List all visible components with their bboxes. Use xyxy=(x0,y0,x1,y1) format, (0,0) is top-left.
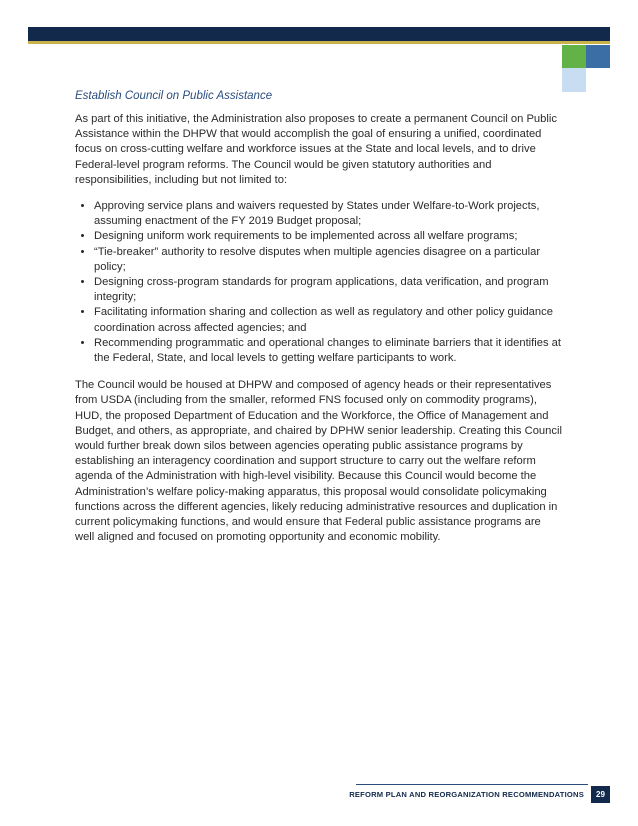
header-gold-rule xyxy=(28,41,610,44)
responsibilities-list xyxy=(75,199,563,366)
section-heading: Establish Council on Public Assistance xyxy=(75,90,273,102)
footer-rule xyxy=(356,784,588,785)
page-content xyxy=(75,88,563,545)
list-item: • Facilitating information sharing and collection as well as regulatory and other policy guidance coordination across affected agencies; and xyxy=(94,305,563,335)
decor-square-light-blue xyxy=(562,68,586,92)
page-number: 29 xyxy=(591,786,610,803)
footer-title: REFORM PLAN AND REORGANIZATION RECOMMENDATIONS xyxy=(349,790,584,799)
intro-paragraph: As part of this initiative, the Administration also proposes to create a permanent Council on Public Assistance within the DHPW that would accomplish the goal of ensuring a unified, coordinated focus on cross-cutting welfare and workforce issues at the State and local levels, and to drive Federal-level program reforms. The Council would be given statutory authorities and responsibilities, including but not limited to: xyxy=(75,113,557,186)
decor-square-blue xyxy=(586,45,610,68)
list-item: • Recommending programmatic and operational changes to eliminate barriers that it identifies at the Federal, State, and local levels to getting welfare participants to work. xyxy=(94,336,563,366)
list-item: • Designing cross-program standards for program applications, data verification, and program integrity; xyxy=(94,275,563,305)
header-band xyxy=(28,27,610,41)
closing-paragraph: The Council would be housed at DHPW and composed of agency heads or their representatives from USDA (including from the smaller, reformed FNS focused only on commodity programs), HUD, the proposed Department of Education and the Workforce, the Office of Management and Budget, and others, as appropriate, and chaired by DPHW senior leadership. Creating this Council would further break down silos between agencies operating public assistance programs by establishing an interagency coordination and support structure to carry out the welfare reform agenda of the Administration with high-level visibility. Because this Council would become the Administration’s welfare policy-making apparatus, this proposal would consolidate policymaking functions across the different agencies, likely reducing administrative resources and duplication in current policymaking functions, and would ensure that Federal public assistance programs are well aligned and focused on promoting opportunity and economic mobility. xyxy=(75,379,562,544)
list-item: • Approving service plans and waivers requested by States under Welfare-to-Work projects, assuming enactment of the FY 2019 Budget proposal; xyxy=(94,199,563,229)
decor-square-green xyxy=(562,45,586,68)
list-item: • “Tie-breaker” authority to resolve disputes when multiple agencies disagree on a particular policy; xyxy=(94,245,563,275)
list-item: • Designing uniform work requirements to be implemented across all welfare programs; xyxy=(94,229,563,244)
